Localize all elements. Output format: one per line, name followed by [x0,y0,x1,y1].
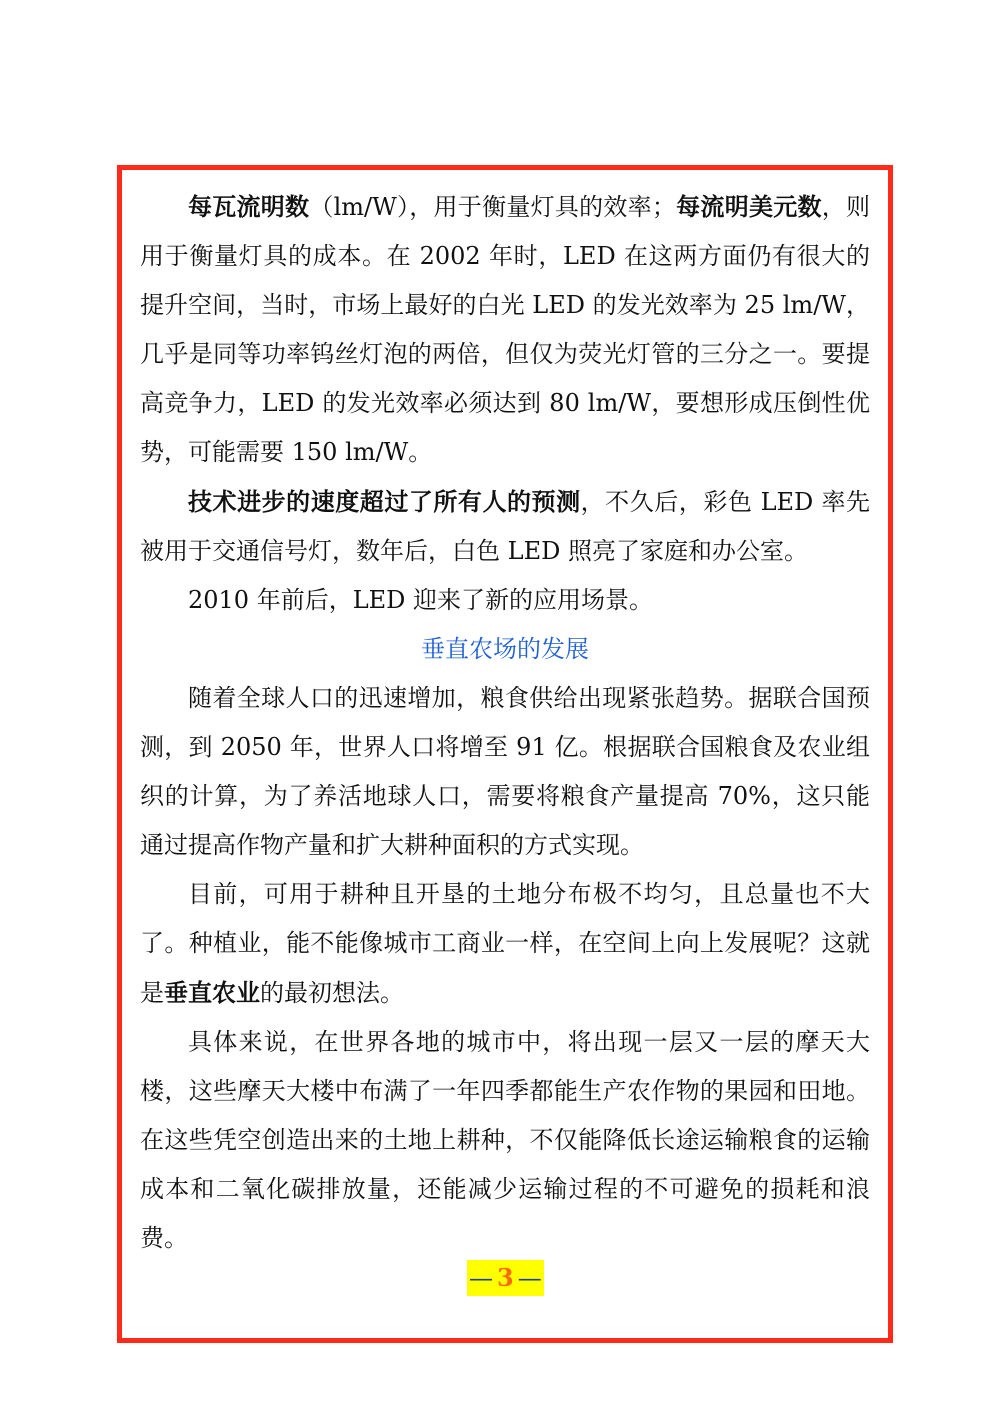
paragraph-text: （lm/W），用于衡量灯具的效率； [309,193,676,221]
paragraph-text: ，不久后，彩色 LED 率先被用于交通信号灯，数年后，白色 LED 照亮了家庭和办公室。 [140,488,870,565]
paragraph-tech-progress [140,477,870,576]
paragraph-2010 [140,576,870,625]
paragraph-text: ，则用于衡量灯具的成本。在 2002 年时，LED 在这两方面仍有很大的提升空间，当时，市场上最好的白光 LED 的发光效率为 25 lm/W，几乎是同等功率钨丝灯泡的两倍，但仅为荧光灯管的三分之一。要提高竞争力，LED 的发光效率必须达到 80 lm/W，要想形成压倒性优势，可能需要 150 lm/W。 [140,193,871,466]
paragraph-text: 2010 年前后，LED 迎来了新的应用场景。 [188,586,654,614]
page-border-frame [117,165,893,1343]
paragraph-text: 具体来说，在世界各地的城市中，将出现一层又一层的摩天大楼，这些摩天大楼中布满了一年四季都能生产农作物的果园和田地。在这些凭空创造出来的土地上耕种，不仅能降低长途运输粮食的运输成本和二氧化碳排放量，还能减少运输过程的不可避免的损耗和浪费。 [140,1028,870,1252]
page-number-dash-left: — [469,1264,493,1292]
paragraph-efficiency [140,182,870,477]
term-dollars-per-lumen: 每流明美元数 [675,192,822,221]
paragraph-text: 目前，可用于耕种且开垦的土地分布极不均匀，且总量也不大了。种植业，能不能像城市工商业一样，在空间上向上发展呢？这就是 [140,880,870,1007]
section-title: 垂直农场的发展 [421,635,589,663]
paragraph-text: 随着全球人口的迅速增加，粮食供给出现紧张趋势。据联合国预测，到 2050 年，世界人口将增至 91 亿。根据联合国粮食及农业组织的计算，为了养活地球人口，需要将粮食产量提高 70%，这只能通过提高作物产量和扩大耕种面积的方式实现。 [140,684,870,859]
paragraph-skyscrapers [140,1018,870,1263]
page-number-value: 3 [497,1263,514,1292]
paragraph-text: 的最初想法。 [260,979,404,1007]
page-number-dash-right: — [517,1264,542,1292]
article-body [140,182,870,1263]
paragraph-population [140,674,870,870]
term-lumens-per-watt: 每瓦流明数 [188,192,310,221]
emphasis-tech-progress: 技术进步的速度超过了所有人的预测 [188,487,581,516]
paragraph-land [140,870,870,1018]
term-vertical-farming: 垂直农业 [164,978,260,1007]
page-number [467,1260,544,1296]
